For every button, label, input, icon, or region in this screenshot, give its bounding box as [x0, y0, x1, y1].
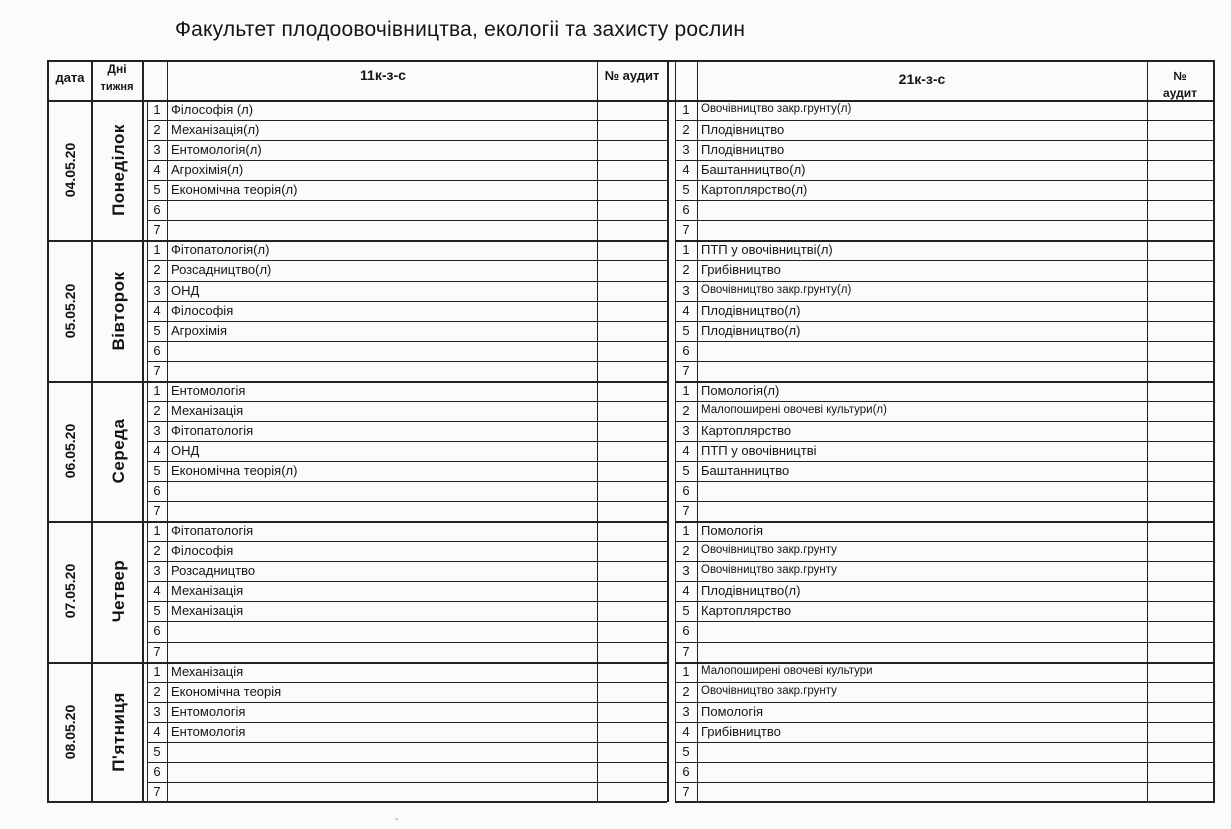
pair-number: 6: [153, 342, 161, 358]
pair-number: 5: [153, 603, 161, 619]
pair-number: 6: [682, 623, 690, 639]
subject-11k: Механізація: [171, 583, 244, 599]
day-date: 07.05.20: [62, 564, 78, 619]
subject-21k: Овочівництво закр.грунту: [701, 564, 837, 577]
subject-11k: Філософія (л): [171, 102, 254, 117]
grid-line: [147, 782, 667, 783]
grid-line: [167, 60, 168, 802]
pair-number: 1: [682, 663, 690, 679]
grid-line: [675, 341, 1215, 342]
header-room-11: № аудит: [604, 68, 660, 83]
pair-number: 5: [153, 322, 161, 338]
subject-21k: Малопоширені овочеві культури: [701, 664, 873, 677]
pair-number: 2: [153, 402, 161, 418]
subject-11k: Економічна теорія(л): [171, 182, 298, 198]
subject-21k: Плодівництво(л): [701, 583, 801, 599]
subject-21k: Овочівництво закр.грунту: [701, 544, 837, 557]
pair-number: 2: [153, 543, 161, 559]
pair-number: 3: [682, 703, 690, 719]
subject-21k: Картоплярство(л): [701, 182, 808, 198]
subject-11k: Філософія: [171, 302, 234, 318]
pair-number: 2: [153, 122, 161, 138]
pair-number: 6: [153, 483, 161, 499]
pair-number: 3: [153, 142, 161, 158]
pair-number: 1: [153, 523, 161, 539]
grid-line: [675, 782, 1215, 783]
pair-number: 3: [682, 422, 690, 438]
subject-21k: ПТП у овочівництві: [701, 442, 817, 458]
pair-number: 1: [153, 242, 161, 258]
subject-21k: Овочівництво закр.грунту(л): [701, 283, 852, 296]
subject-11k: Механізація: [171, 402, 244, 418]
grid-line: [597, 60, 598, 802]
grid-line: [675, 220, 1215, 221]
day-name: П'ятниця: [108, 691, 128, 772]
grid-line: [147, 762, 667, 763]
pair-number: 7: [682, 503, 690, 519]
header-room-21-line2: аудит: [1163, 86, 1197, 100]
subject-21k: Картоплярство: [701, 422, 792, 438]
pair-number: 2: [682, 402, 690, 418]
pair-number: 3: [682, 563, 690, 579]
pair-number: 5: [682, 743, 690, 759]
day-date: 05.05.20: [62, 283, 78, 338]
subject-21k: Картоплярство: [701, 603, 792, 619]
subject-11k: Економічна теорія: [171, 683, 282, 699]
grid-line: [675, 200, 1215, 201]
day-date: 06.05.20: [62, 423, 78, 479]
grid-line: [667, 60, 669, 802]
pair-number: 6: [153, 202, 161, 218]
grid-line: [91, 60, 93, 802]
pair-number: 3: [153, 282, 161, 298]
grid-line: [147, 361, 667, 362]
page-title: Факультет плодоовочівництва, екологіі та захисту рослин: [175, 18, 746, 41]
subject-21k: Малопоширені овочеві культури(л): [701, 403, 887, 416]
pair-number: 7: [682, 362, 690, 378]
pair-number: 6: [682, 202, 690, 218]
header-days-line1: Дні: [107, 62, 127, 76]
pair-number: 4: [682, 723, 690, 739]
pair-number: 1: [682, 242, 690, 258]
pair-number: 6: [153, 763, 161, 779]
grid-line: [147, 642, 667, 643]
day-name: Середа: [108, 418, 128, 484]
grid-line: [147, 220, 667, 221]
pair-number: 7: [682, 783, 690, 799]
pair-number: 7: [153, 643, 161, 659]
subject-21k: ПТП у овочівництві(л): [701, 242, 833, 258]
pair-number: 4: [153, 723, 161, 739]
grid-line: [147, 501, 667, 502]
pair-number: 7: [153, 503, 161, 519]
header-days-line2: тижня: [100, 81, 134, 93]
pair-number: 2: [682, 122, 690, 138]
subject-11k: Фітопатологія: [171, 422, 254, 438]
pair-number: 1: [153, 382, 161, 398]
grid-line: [675, 762, 1215, 763]
subject-21k: Овочівництво закр.грунту(л): [701, 103, 852, 115]
subject-21k: Баштанництво: [701, 463, 790, 479]
pair-number: 5: [153, 743, 161, 759]
pair-number: 5: [682, 322, 690, 338]
grid-line: [675, 621, 1215, 622]
pair-number: 1: [153, 663, 161, 679]
grid-line: [675, 642, 1215, 643]
subject-11k: Ентомологія: [171, 703, 246, 719]
scan-mark: `: [395, 818, 399, 829]
pair-number: 3: [682, 282, 690, 298]
grid-line: [675, 742, 1215, 743]
day-name: Четвер: [108, 560, 128, 623]
pair-number: 4: [682, 442, 690, 458]
grid-line: [147, 200, 667, 201]
pair-number: 5: [682, 463, 690, 479]
pair-number: 5: [682, 182, 690, 198]
subject-11k: Ентомологія: [171, 382, 246, 398]
pair-number: 4: [153, 162, 161, 178]
header-date: дата: [55, 70, 85, 85]
subject-11k: Механізація(л): [171, 122, 260, 138]
subject-21k: Грибівництво: [701, 723, 781, 739]
pair-number: 6: [682, 342, 690, 358]
grid-line: [1147, 60, 1148, 802]
pair-number: 7: [153, 222, 161, 238]
grid-line: [147, 621, 667, 622]
pair-number: 2: [682, 543, 690, 559]
grid-line: [675, 481, 1215, 482]
subject-21k: Плодівництво(л): [701, 302, 801, 318]
subject-11k: Механізація: [171, 663, 244, 679]
grid-line: [1213, 60, 1215, 802]
subject-11k: Розсадництво: [171, 563, 256, 579]
pair-number: 3: [682, 142, 690, 158]
subject-21k: Помологія: [701, 703, 764, 719]
pair-number: 6: [682, 483, 690, 499]
subject-21k: Плодівництво: [701, 142, 785, 158]
pair-number: 7: [682, 643, 690, 659]
subject-11k: Ентомологія(л): [171, 142, 262, 158]
subject-21k: Плодівництво(л): [701, 322, 801, 338]
pair-number: 3: [153, 422, 161, 438]
pair-number: 4: [153, 442, 161, 458]
pair-number: 4: [682, 162, 690, 178]
grid-line: [47, 60, 49, 802]
pair-number: 5: [153, 463, 161, 479]
pair-number: 7: [153, 783, 161, 799]
subject-11k: Розсадництво(л): [171, 262, 272, 278]
subject-11k: Механізація: [171, 603, 244, 619]
subject-21k: Овочівництво закр.грунту: [701, 684, 837, 697]
pair-number: 6: [153, 623, 161, 639]
pair-number: 1: [682, 102, 690, 117]
subject-21k: Баштанництво(л): [701, 162, 806, 178]
header-group-11: 11к-з-с: [360, 67, 406, 83]
grid-line: [142, 60, 144, 802]
subject-11k: Фітопатологія: [171, 523, 254, 539]
header-group-21: 21к-з-с: [898, 71, 946, 87]
grid-line: [697, 60, 698, 802]
pair-number: 7: [682, 222, 690, 238]
pair-number: 6: [682, 763, 690, 779]
pair-number: 5: [682, 603, 690, 619]
subject-11k: ОНД: [171, 282, 200, 298]
subject-21k: Грибівництво: [701, 262, 781, 278]
subject-21k: Помологія(л): [701, 382, 780, 398]
grid-line: [675, 801, 1215, 803]
pair-number: 2: [153, 683, 161, 699]
pair-number: 2: [682, 683, 690, 699]
subject-11k: Економічна теорія(л): [171, 463, 298, 479]
grid-line: [675, 361, 1215, 362]
day-date: 08.05.20: [62, 704, 78, 760]
subject-11k: Агрохімія: [171, 322, 227, 338]
pair-number: 4: [682, 583, 690, 599]
day-date: 04.05.20: [62, 142, 78, 198]
grid-line: [147, 341, 667, 342]
pair-number: 1: [682, 523, 690, 539]
pair-number: 5: [153, 182, 161, 198]
subject-11k: Фітопатологія(л): [171, 242, 270, 258]
pair-number: 4: [153, 302, 161, 318]
pair-number: 2: [153, 262, 161, 278]
day-name: Вівторок: [108, 271, 128, 351]
grid-line: [47, 801, 667, 803]
grid-line: [47, 60, 1215, 62]
grid-line: [147, 481, 667, 482]
subject-11k: ОНД: [171, 442, 200, 458]
pair-number: 1: [153, 102, 161, 117]
pair-number: 1: [682, 382, 690, 398]
header-room-21-line1: №: [1173, 69, 1187, 83]
pair-number: 4: [153, 583, 161, 599]
subject-21k: Помологія: [701, 523, 764, 539]
pair-number: 2: [682, 262, 690, 278]
grid-line: [147, 742, 667, 743]
grid-line: [675, 501, 1215, 502]
pair-number: 3: [153, 703, 161, 719]
subject-21k: Плодівництво: [701, 122, 785, 138]
day-name: Понеділок: [108, 124, 128, 217]
pair-number: 4: [682, 302, 690, 318]
pair-number: 7: [153, 362, 161, 378]
schedule-table: [47, 60, 1215, 802]
pair-number: 3: [153, 563, 161, 579]
subject-11k: Ентомологія: [171, 723, 246, 739]
subject-11k: Філософія: [171, 543, 234, 559]
subject-11k: Агрохімія(л): [171, 162, 244, 178]
